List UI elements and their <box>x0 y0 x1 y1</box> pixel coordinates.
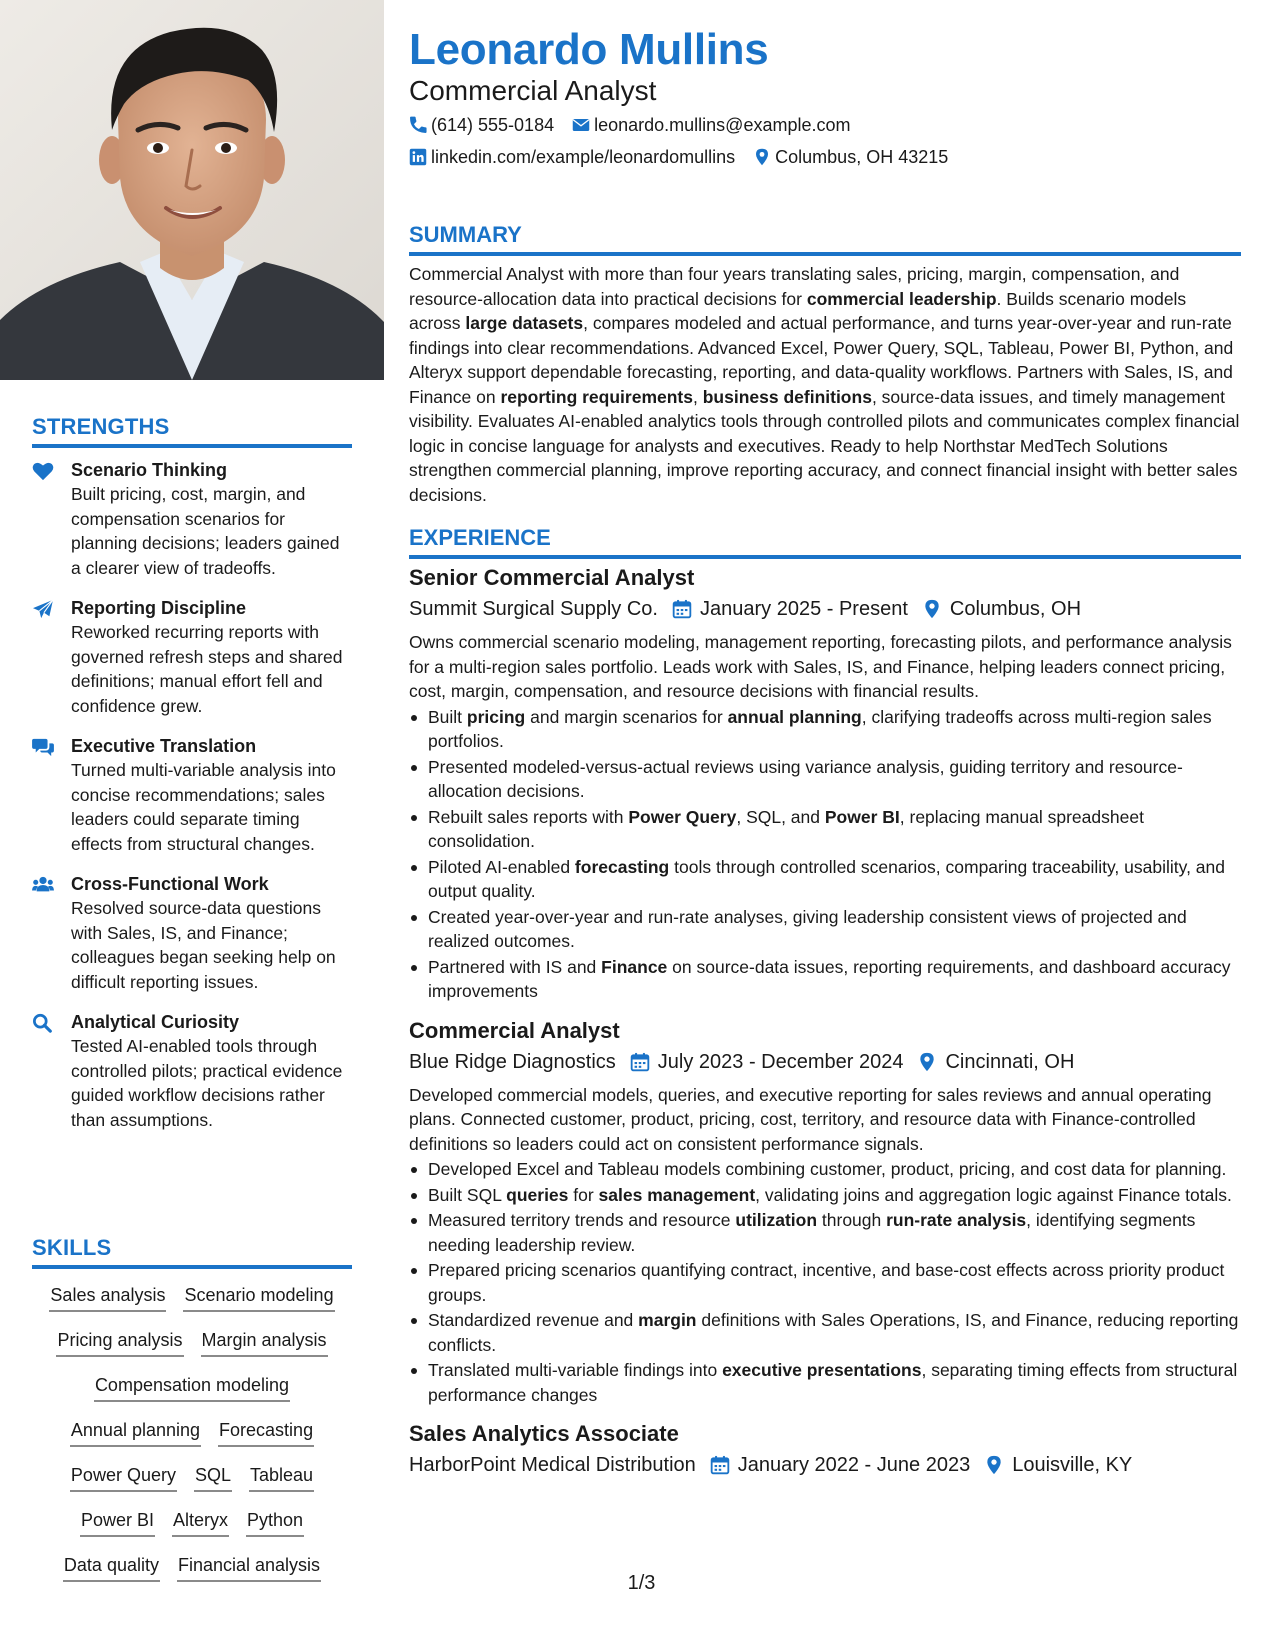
bullet-item <box>409 905 1241 954</box>
bold-phrase: forecasting <box>574 856 670 877</box>
job-location <box>984 1450 1132 1480</box>
map-marker-icon <box>922 599 942 619</box>
strength-description: Resolved source-data questions with Sales, IS, and Finance; colleagues began seeking help on difficult reporting issues. <box>71 898 336 992</box>
strength-item <box>32 872 352 994</box>
skill-tag: SQL <box>194 1462 232 1492</box>
bold-phrase: business definitions <box>702 386 872 407</box>
calendar-icon <box>710 1455 730 1475</box>
skill-row <box>32 1372 352 1417</box>
job-bullets <box>409 705 1241 1004</box>
candidate-name: Leonardo Mullins <box>409 25 769 74</box>
text-run: Prepared pricing scenarios quantifying contract, incentive, and base-cost effects across priority product groups. <box>428 1260 1225 1305</box>
skill-tag: Power BI <box>80 1507 155 1537</box>
text-run: Commercial Analyst with more than four years translating sales, pricing, margin, compensation, and resource-allocation data into practical decisions for <box>409 264 1180 309</box>
bold-phrase: Finance <box>601 956 668 977</box>
bold-phrase: Power BI <box>824 806 900 827</box>
job-dates-text: January 2022 - June 2023 <box>737 1454 971 1476</box>
text-run: , validating joins and aggregation logic against Finance totals. <box>755 1184 1232 1205</box>
bold-phrase: annual planning <box>727 706 862 727</box>
bold-phrase: reporting requirements <box>500 386 693 407</box>
heart-icon <box>32 461 54 481</box>
bullet-item <box>409 855 1241 904</box>
job-meta <box>409 1450 1241 1480</box>
skill-row <box>32 1462 352 1507</box>
text-run: , clarifying tradeoffs across multi-region sales portfolios. <box>428 706 1212 751</box>
bullet-item <box>409 1308 1241 1357</box>
contact-row <box>409 145 966 169</box>
job-company: Blue Ridge Diagnostics <box>409 1050 616 1073</box>
comments-icon <box>32 737 54 757</box>
skill-row <box>32 1327 352 1372</box>
strength-description: Reworked recurring reports with governed refresh steps and shared definitions; manual effort fell and confidence grew. <box>71 622 343 716</box>
skill-tag: Data quality <box>63 1552 160 1582</box>
text-run: Built SQL <box>428 1184 507 1205</box>
left-column <box>0 0 384 1650</box>
skill-tag: Alteryx <box>172 1507 229 1537</box>
job-dates-text: July 2023 - December 2024 <box>657 1050 904 1073</box>
bullet-item <box>409 1358 1241 1407</box>
candidate-title: Commercial Analyst <box>409 75 657 106</box>
strength-item <box>32 596 352 718</box>
skill-tag: Pricing analysis <box>56 1327 183 1357</box>
bullet-item <box>409 1157 1241 1182</box>
bold-phrase: queries <box>506 1184 569 1205</box>
email-text: leonardo.mullins@example.com <box>594 115 851 135</box>
strength-name: Executive Translation <box>71 736 257 756</box>
contact-email[interactable] <box>572 113 850 137</box>
job-company: HarborPoint Medical Distribution <box>409 1454 696 1476</box>
strength-name: Scenario Thinking <box>71 460 228 480</box>
text-run: Developed Excel and Tableau models combining customer, product, pricing, and cost data for planning. <box>428 1159 1227 1179</box>
bullet-item <box>409 705 1241 754</box>
job-dates-text: January 2025 - Present <box>699 598 908 620</box>
search-icon <box>32 1013 54 1033</box>
bullet-item <box>409 755 1241 804</box>
users-icon <box>32 875 54 895</box>
bold-phrase: large datasets <box>465 313 584 333</box>
experience-heading: EXPERIENCE <box>409 525 1241 559</box>
job-dates <box>672 594 908 624</box>
job-location-text: Columbus, OH <box>949 598 1082 620</box>
profile-photo <box>0 0 384 380</box>
skill-tag: Power Query <box>70 1462 177 1492</box>
text-run: , replacing manual spreadsheet consolidation. <box>428 806 1144 851</box>
text-run: . Builds scenario models across <box>409 288 1187 333</box>
contact-phone[interactable] <box>409 113 554 137</box>
bold-phrase: run-rate analysis <box>886 1210 1027 1230</box>
text-run: , identifying segments needing leadership review. <box>428 1210 1196 1255</box>
text-run: Translated multi-variable findings into <box>428 1360 723 1380</box>
skill-tag: Financial analysis <box>177 1552 321 1582</box>
strength-name: Analytical Curiosity <box>71 1012 240 1032</box>
contact-linkedin[interactable] <box>409 145 735 169</box>
calendar-icon <box>630 1052 650 1072</box>
bullet-item <box>409 805 1241 854</box>
bold-phrase: sales management <box>598 1184 756 1205</box>
text-run: tools through controlled scenarios, comparing traceability, usability, and output quality. <box>428 856 1226 901</box>
strength-item <box>32 734 352 856</box>
strengths-list <box>32 458 352 1148</box>
skills-heading: SKILLS <box>32 1235 352 1269</box>
job-meta <box>409 1047 1241 1077</box>
skills-list <box>32 1282 352 1597</box>
bold-phrase: executive presentations <box>722 1360 922 1380</box>
paper-plane-icon <box>32 599 54 619</box>
bullet-item <box>409 1183 1241 1208</box>
job-dates <box>710 1450 970 1480</box>
map-marker-icon <box>984 1455 1004 1475</box>
text-run: Created year-over-year and run-rate analyses, giving leadership consistent views of projected and realized outcomes. <box>428 906 1187 951</box>
text-run: for <box>568 1184 599 1205</box>
skill-row <box>32 1507 352 1552</box>
skill-tag: Forecasting <box>218 1417 314 1447</box>
map-marker-icon <box>917 1052 937 1072</box>
job-title: Commercial Analyst <box>409 1017 620 1043</box>
skill-tag: Compensation modeling <box>94 1372 290 1402</box>
text-run: Presented modeled-versus-actual reviews using variance analysis, guiding territory and resource-allocation decisions. <box>428 756 1183 801</box>
contact-row <box>409 113 868 137</box>
job-description: Owns commercial scenario modeling, management reporting, forecasting pilots, and performance analysis for a multi-region sales portfolio. Leads work with Sales, IS, and Finance, helping leaders connect pricing, cost, margin, compensation, and resource decisions with financial results. <box>409 632 1232 701</box>
text-run: , SQL, and <box>736 806 825 827</box>
job-entry <box>409 1419 1241 1480</box>
phone-text: (614) 555-0184 <box>431 115 555 135</box>
bold-phrase: Power Query <box>628 806 737 827</box>
strengths-heading: STRENGTHS <box>32 414 352 448</box>
text-run: , compares modeled and actual performance, and turns year-over-year and run-rate findings into clear recommendations. Advanced Excel, Power Query, SQL, Tableau, Power BI, Python, and Alteryx support dependable forecasting, reporting, and data-quality workflows. Partners with Sales, IS, and Finance on <box>409 313 1234 407</box>
bullet-item <box>409 1208 1241 1257</box>
strength-description: Tested AI-enabled tools through controlled pilots; practical evidence guided workflow decisions rather than assumptions. <box>71 1036 343 1130</box>
job-description: Developed commercial models, queries, and executive reporting for sales reviews and annual operating plans. Connected customer, product, pricing, cost, territory, and resource data with Finance-controlled definitions so leaders could act on consistent performance signals. <box>409 1084 1212 1154</box>
job-entry <box>409 563 1241 1004</box>
job-location <box>922 594 1081 624</box>
bullet-item <box>409 955 1241 1004</box>
text-run: , separating timing effects from structural performance changes <box>428 1360 1238 1405</box>
skill-row <box>32 1417 352 1462</box>
page-number: 1/3 <box>627 1572 656 1594</box>
strength-item <box>32 458 352 580</box>
text-run: Rebuilt sales reports with <box>428 806 629 827</box>
bullet-item <box>409 1258 1241 1307</box>
skill-tag: Margin analysis <box>201 1327 328 1357</box>
job-entry <box>409 1016 1241 1408</box>
skill-tag: Tableau <box>249 1462 314 1492</box>
bold-phrase: utilization <box>735 1210 818 1230</box>
job-location <box>917 1047 1074 1077</box>
bold-phrase: commercial leadership <box>806 288 997 309</box>
job-title: Sales Analytics Associate <box>409 1421 679 1446</box>
text-run: definitions with Sales Operations, IS, and Finance, reducing reporting conflicts. <box>428 1310 1239 1355</box>
summary-text <box>409 262 1241 507</box>
linkedin-icon <box>409 148 427 166</box>
strength-name: Reporting Discipline <box>71 598 247 618</box>
linkedin-text: linkedin.com/example/leonardomullins <box>431 147 736 167</box>
text-run: on source-data issues, reporting requirements, and dashboard accuracy improvements <box>428 956 1231 1001</box>
location-text: Columbus, OH 43215 <box>775 147 949 167</box>
job-location-text: Cincinnati, OH <box>945 1050 1075 1073</box>
experience-list <box>409 563 1241 1492</box>
job-company: Summit Surgical Supply Co. <box>409 598 658 620</box>
text-run: Partnered with IS and <box>428 956 602 977</box>
text-run: Measured territory trends and resource <box>428 1210 736 1230</box>
skill-tag: Sales analysis <box>49 1282 166 1312</box>
text-run: and margin scenarios for <box>525 706 728 727</box>
strength-item <box>32 1010 352 1132</box>
skill-tag: Python <box>246 1507 304 1537</box>
strength-description: Turned multi-variable analysis into concise recommendations; sales leaders could separate timing effects from structural changes. <box>71 760 336 854</box>
job-dates <box>630 1047 904 1077</box>
calendar-icon <box>672 599 692 619</box>
strength-description: Built pricing, cost, margin, and compensation scenarios for planning decisions; leaders gained a clearer view of tradeoffs. <box>71 484 340 578</box>
job-bullets <box>409 1157 1241 1407</box>
skill-tag: Scenario modeling <box>183 1282 334 1312</box>
job-meta <box>409 594 1241 624</box>
job-location-text: Louisville, KY <box>1012 1454 1133 1476</box>
text-run: , source-data issues, and timely management visibility. Evaluates AI-enabled analytics tools through controlled pilots and communicates complex financial logic in concise language for analysts and executives. Ready to help Northstar MedTech Solutions strengthen commercial planning, improve reporting accuracy, and connect financial insight with better sales decisions. <box>409 386 1240 505</box>
text-run: through <box>817 1210 887 1230</box>
bold-phrase: pricing <box>466 706 526 727</box>
strength-name: Cross-Functional Work <box>71 874 269 894</box>
envelope-icon <box>572 116 590 134</box>
map-marker-icon <box>753 148 771 166</box>
job-title: Senior Commercial Analyst <box>409 565 695 590</box>
skill-row <box>32 1282 352 1327</box>
summary-heading: SUMMARY <box>409 222 1241 256</box>
text-run: Piloted AI-enabled <box>428 856 575 877</box>
phone-icon <box>409 116 427 134</box>
text-run: Built <box>428 706 467 727</box>
skill-tag: Annual planning <box>70 1417 201 1447</box>
bold-phrase: margin <box>638 1310 697 1330</box>
contact-location <box>753 145 948 169</box>
text-run: Standardized revenue and <box>428 1310 639 1330</box>
text-run: , <box>693 386 703 407</box>
